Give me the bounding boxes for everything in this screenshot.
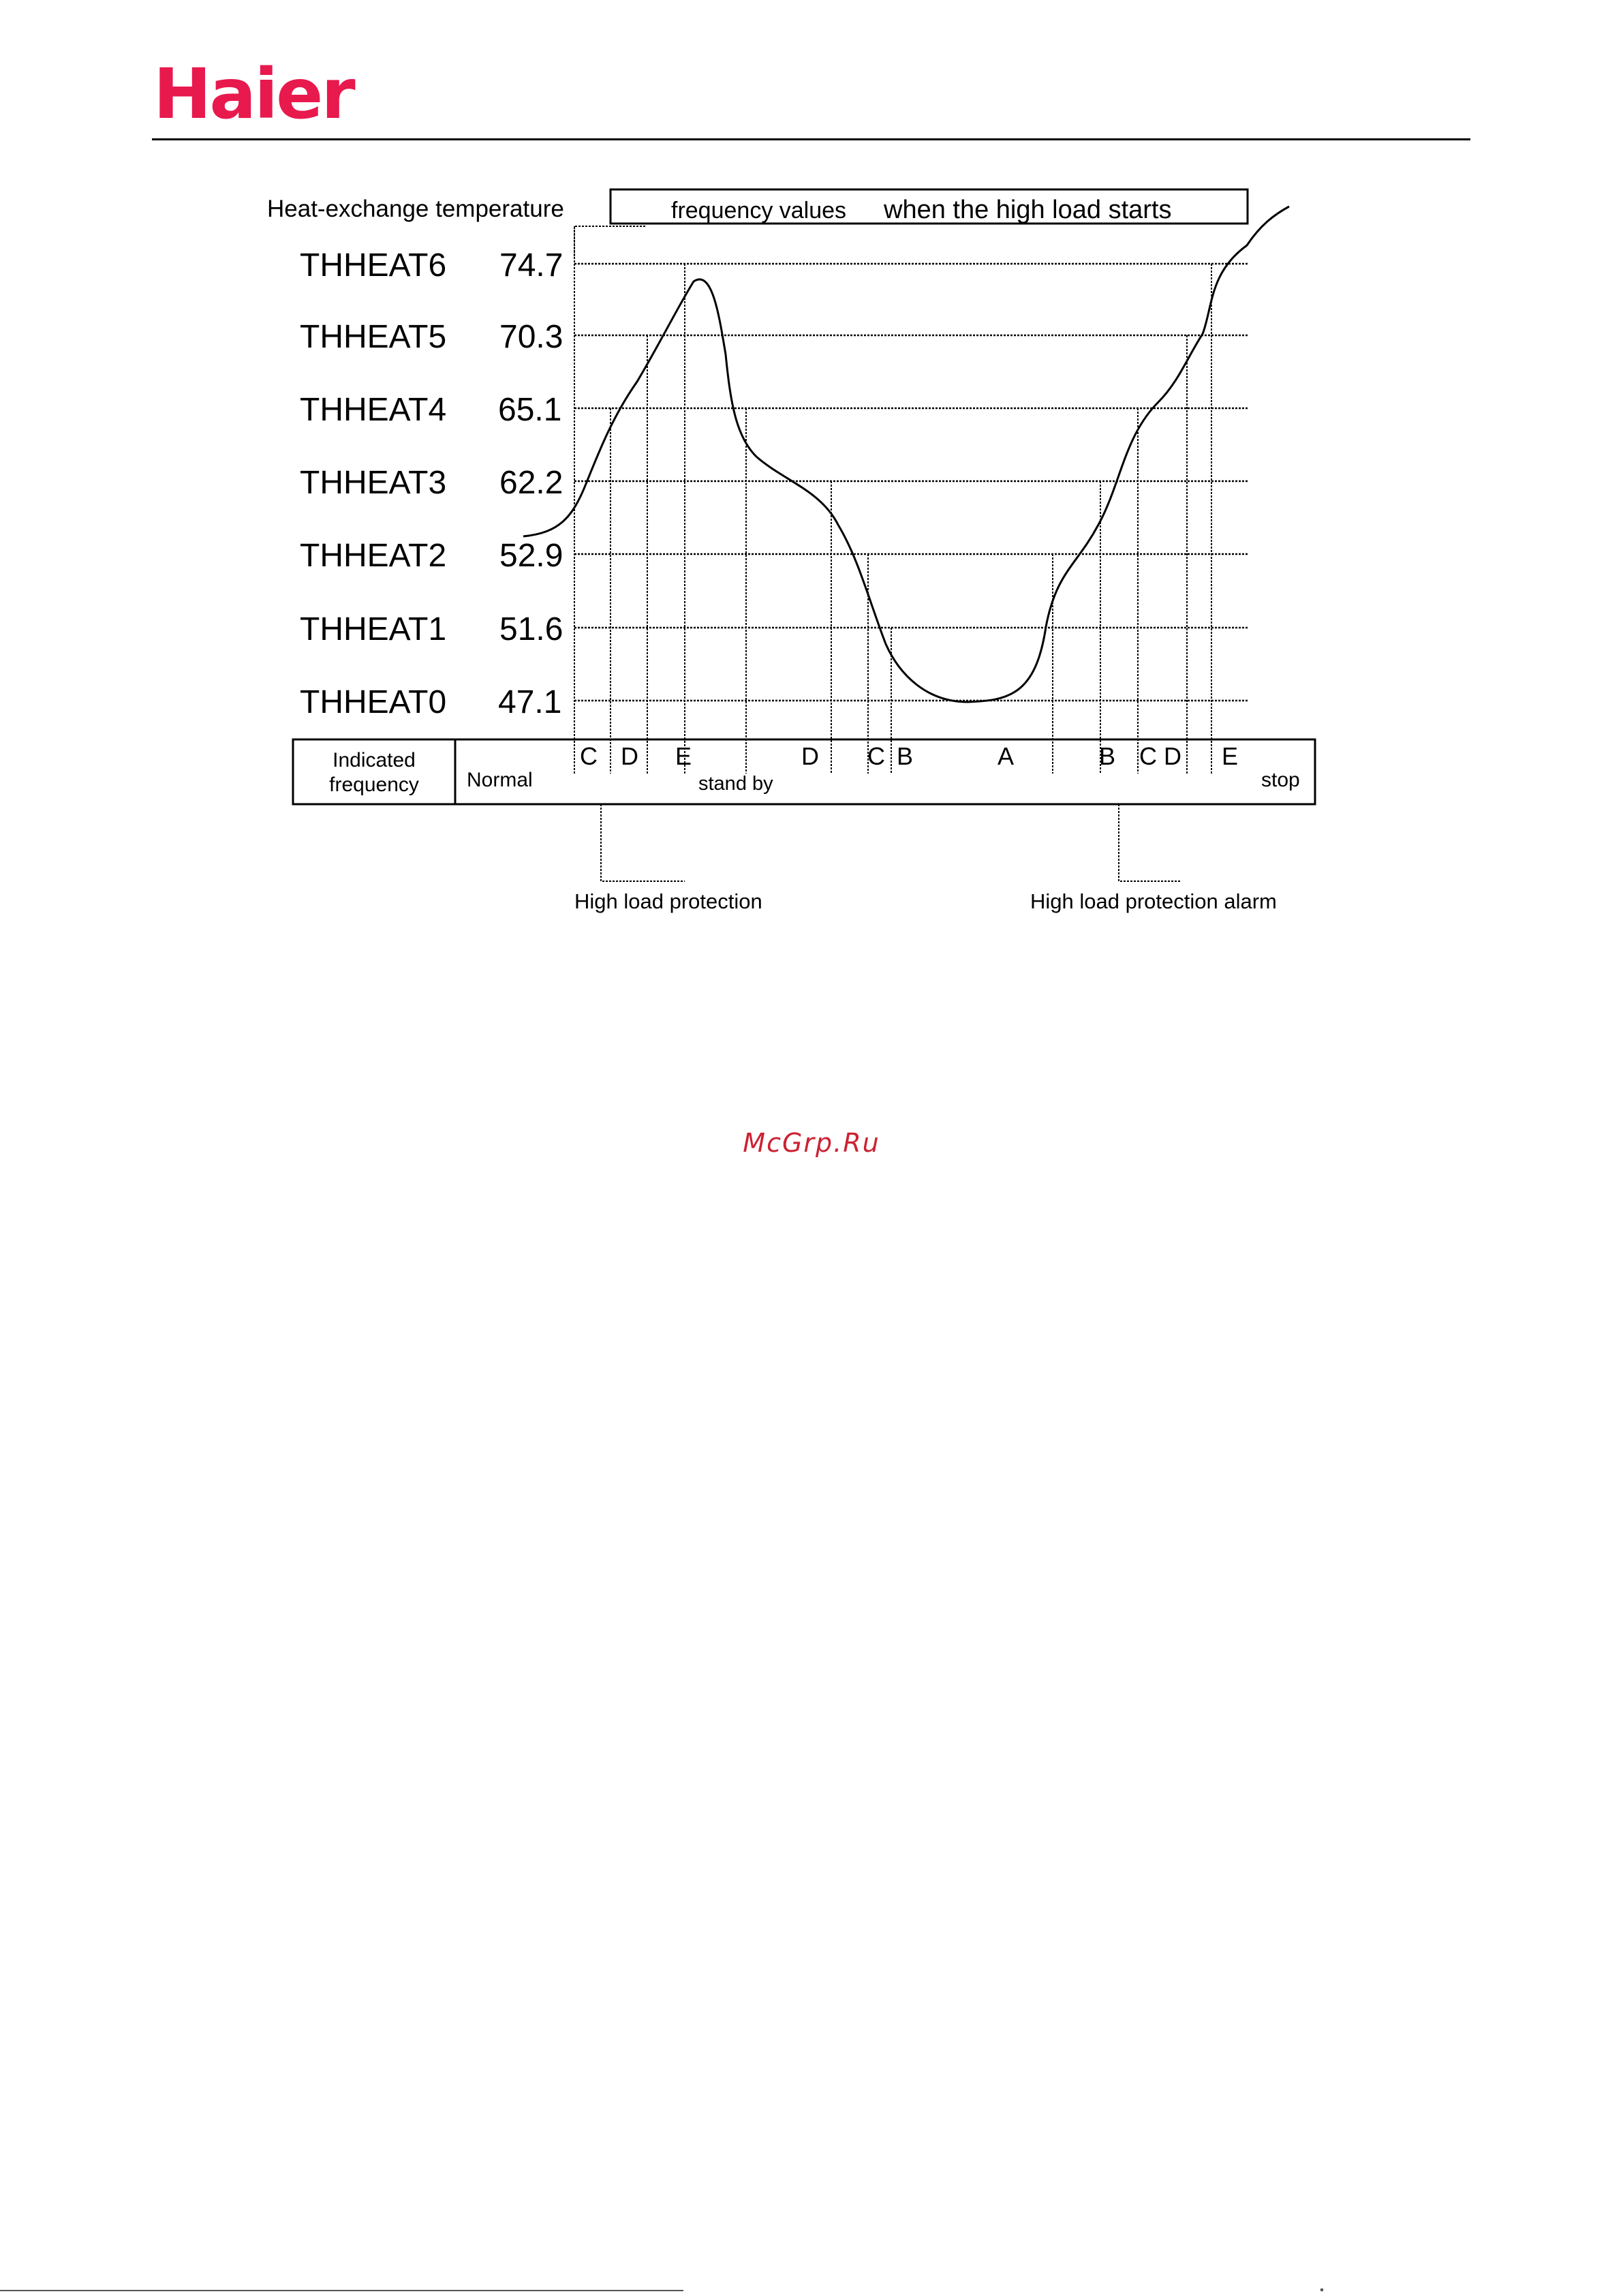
zone-letter-d: D [801,742,819,770]
threshold-lines [574,264,1249,701]
threshold-name-2: THHEAT2 [300,538,447,574]
threshold-value-1: 51.6 [499,611,563,647]
threshold-value-5: 70.3 [499,319,563,355]
frequency-stand-by: stand by [698,773,773,795]
zone-letter-e: E [1222,742,1239,770]
zone-letter-d: D [621,742,638,770]
zone-letter-c: C [580,742,598,770]
threshold-name-0: THHEAT0 [300,684,447,720]
threshold-name-5: THHEAT5 [300,319,447,355]
haier-logo: Haier [153,54,354,135]
threshold-name-6: THHEAT6 [300,247,447,284]
frequency-title-line2: frequency [329,774,419,796]
threshold-value-6: 74.7 [499,247,563,284]
footer-mark [1320,2289,1323,2291]
threshold-value-3: 62.2 [499,465,563,501]
threshold-value-4: 65.1 [498,392,562,428]
watermark: McGrp.Ru [743,1128,880,1158]
callout-right-leader [1119,804,1181,881]
footer-divider [0,2290,683,2291]
threshold-name-4: THHEAT4 [300,392,447,428]
high-load-protection-diagram [0,0,1623,954]
threshold-value-2: 52.9 [499,538,563,574]
frequency-title-line1: Indicated [333,749,416,771]
callout-left-leader [601,804,685,881]
threshold-name-3: THHEAT3 [300,465,447,501]
threshold-value-0: 47.1 [498,684,562,720]
banner-connector [574,226,646,256]
zone-letter-b: B [1099,742,1116,770]
zone-letter-a: A [998,742,1015,770]
banner-label-2: when the high load starts [884,196,1172,224]
threshold-name-1: THHEAT1 [300,611,447,647]
y-axis-title: Heat-exchange temperature [267,196,564,222]
frequency-normal: Normal [467,769,533,791]
zone-letter-d: D [1164,742,1181,770]
zone-letter-c: C [867,742,885,770]
zone-letter-b: B [897,742,914,770]
zone-boundaries [574,226,1211,774]
callout-high-load-protection: High load protection [574,889,762,913]
zone-letter-e: E [675,742,692,770]
banner-label-1: frequency values [671,198,847,224]
callout-high-load-protection-alarm: High load protection alarm [1030,889,1277,913]
zone-letter-c: C [1139,742,1157,770]
frequency-stop: stop [1261,769,1300,791]
